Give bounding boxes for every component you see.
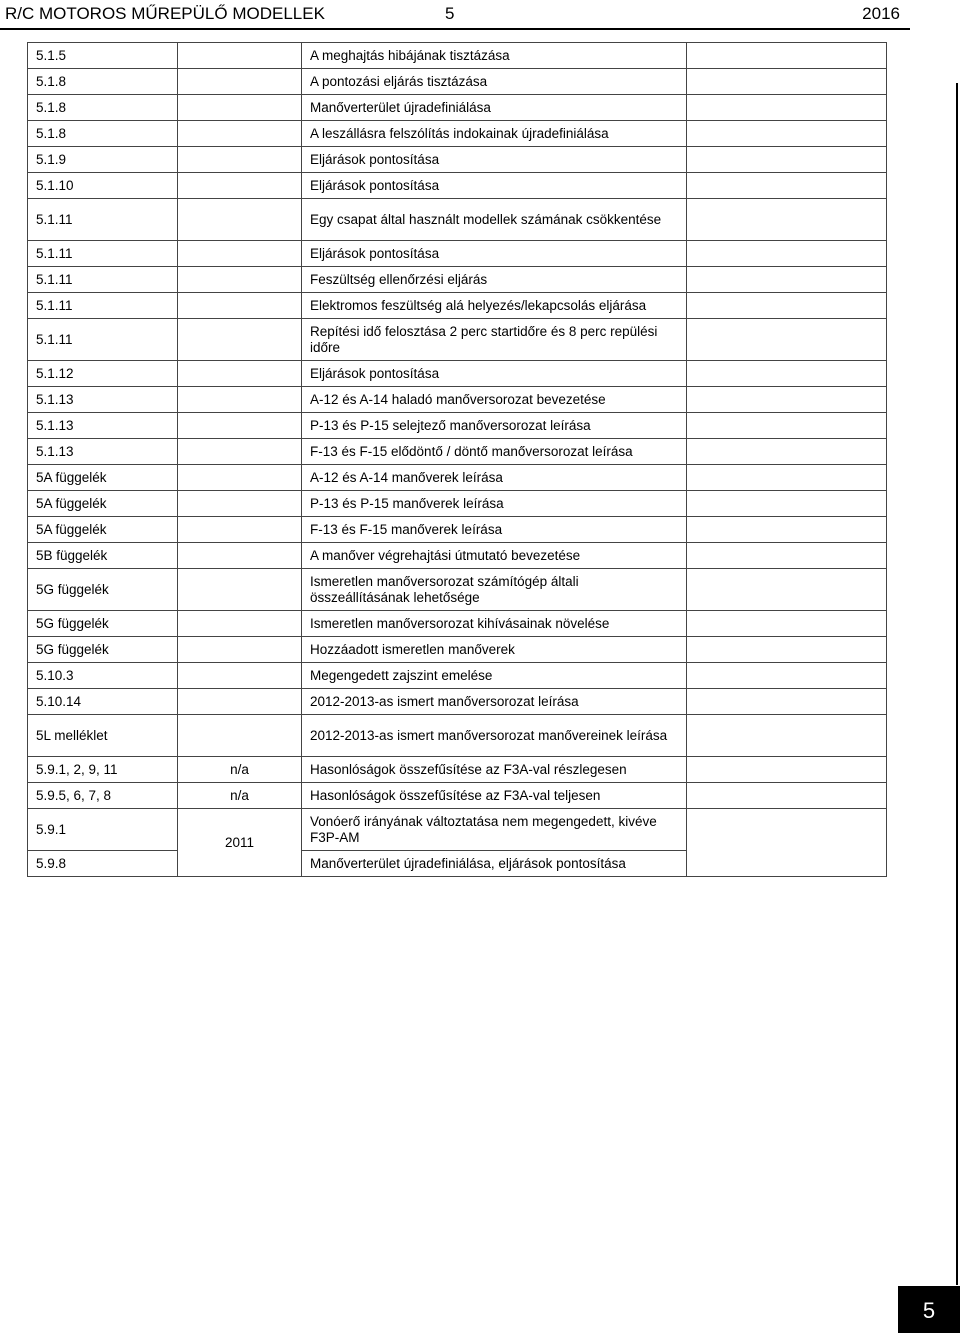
version-cell bbox=[178, 199, 302, 241]
description-cell: Repítési idő felosztása 2 perc startidőre és 8 perc repülési időre bbox=[302, 319, 687, 361]
notes-cell bbox=[687, 173, 887, 199]
header-rule bbox=[0, 28, 910, 30]
description-cell: Eljárások pontosítása bbox=[302, 241, 687, 267]
notes-cell bbox=[687, 569, 887, 611]
description-cell: F-13 és F-15 elődöntő / döntő manőversorozat leírása bbox=[302, 439, 687, 465]
rule-reference-cell: 5G függelék bbox=[28, 611, 178, 637]
description-cell: 2012-2013-as ismert manőversorozat leírása bbox=[302, 689, 687, 715]
rule-reference-cell: 5.9.5, 6, 7, 8 bbox=[28, 783, 178, 809]
version-cell bbox=[178, 491, 302, 517]
rule-reference-cell: 5.1.13 bbox=[28, 413, 178, 439]
rule-reference-cell: 5.1.8 bbox=[28, 95, 178, 121]
notes-cell bbox=[687, 267, 887, 293]
notes-cell bbox=[687, 121, 887, 147]
rule-reference-cell: 5.1.11 bbox=[28, 199, 178, 241]
version-cell bbox=[178, 543, 302, 569]
description-cell: Feszültség ellenőrzési eljárás bbox=[302, 267, 687, 293]
version-cell bbox=[178, 715, 302, 757]
version-cell bbox=[178, 319, 302, 361]
table-row bbox=[28, 715, 887, 757]
notes-cell bbox=[687, 465, 887, 491]
table-row bbox=[28, 543, 887, 569]
table-row bbox=[28, 241, 887, 267]
table-row bbox=[28, 361, 887, 387]
table-row bbox=[28, 43, 887, 69]
description-cell: Eljárások pontosítása bbox=[302, 173, 687, 199]
notes-cell bbox=[687, 757, 887, 783]
table-row bbox=[28, 569, 887, 611]
document-year: 2016 bbox=[862, 4, 900, 23]
notes-cell bbox=[687, 199, 887, 241]
description-cell: Hozzáadott ismeretlen manőverek bbox=[302, 637, 687, 663]
description-cell: A-12 és A-14 manőverek leírása bbox=[302, 465, 687, 491]
table-row bbox=[28, 783, 887, 809]
table-row bbox=[28, 809, 887, 851]
rule-reference-cell: 5A függelék bbox=[28, 465, 178, 491]
notes-cell bbox=[687, 783, 887, 809]
description-cell: Ismeretlen manőversorozat kihívásainak növelése bbox=[302, 611, 687, 637]
table-row bbox=[28, 439, 887, 465]
rule-reference-cell: 5G függelék bbox=[28, 569, 178, 611]
notes-cell bbox=[687, 439, 887, 465]
version-cell bbox=[178, 95, 302, 121]
description-cell: Manőverterület újradefiniálása bbox=[302, 95, 687, 121]
description-cell: Ismeretlen manőversorozat számítógép általi összeállításának lehetősége bbox=[302, 569, 687, 611]
version-cell bbox=[178, 689, 302, 715]
version-cell bbox=[178, 173, 302, 199]
notes-cell bbox=[687, 637, 887, 663]
notes-cell bbox=[687, 147, 887, 173]
notes-cell bbox=[687, 95, 887, 121]
version-cell bbox=[178, 361, 302, 387]
description-cell: Hasonlóságok összefűsítése az F3A-val teljesen bbox=[302, 783, 687, 809]
version-cell bbox=[178, 241, 302, 267]
table-row bbox=[28, 663, 887, 689]
rule-reference-cell: 5.1.11 bbox=[28, 319, 178, 361]
version-cell bbox=[178, 413, 302, 439]
description-cell: Hasonlóságok összefűsítése az F3A-val részlegesen bbox=[302, 757, 687, 783]
description-cell: Manőverterület újradefiniálása, eljárások pontosítása bbox=[302, 851, 687, 877]
table-row bbox=[28, 293, 887, 319]
notes-cell bbox=[687, 361, 887, 387]
table-row bbox=[28, 757, 887, 783]
description-cell: A-12 és A-14 haladó manőversorozat bevezetése bbox=[302, 387, 687, 413]
document-title: R/C MOTOROS MŰREPÜLŐ MODELLEK bbox=[5, 4, 325, 23]
version-cell bbox=[178, 611, 302, 637]
rule-reference-cell: 5G függelék bbox=[28, 637, 178, 663]
rule-reference-cell: 5A függelék bbox=[28, 491, 178, 517]
description-cell: Megengedett zajszint emelése bbox=[302, 663, 687, 689]
description-cell: P-13 és P-15 selejtező manőversorozat leírása bbox=[302, 413, 687, 439]
table-row bbox=[28, 491, 887, 517]
rule-reference-cell: 5.1.13 bbox=[28, 439, 178, 465]
description-cell: Eljárások pontosítása bbox=[302, 147, 687, 173]
rule-reference-cell: 5.9.1, 2, 9, 11 bbox=[28, 757, 178, 783]
version-cell bbox=[178, 569, 302, 611]
rule-reference-cell: 5.9.1 bbox=[28, 809, 178, 851]
version-cell bbox=[178, 267, 302, 293]
table-row bbox=[28, 199, 887, 241]
notes-cell bbox=[687, 43, 887, 69]
description-cell: A meghajtás hibájának tisztázása bbox=[302, 43, 687, 69]
description-cell: P-13 és P-15 manőverek leírása bbox=[302, 491, 687, 517]
notes-cell bbox=[687, 543, 887, 569]
table-row bbox=[28, 319, 887, 361]
version-cell bbox=[178, 121, 302, 147]
page-number-badge bbox=[898, 1286, 960, 1333]
description-cell: 2012-2013-as ismert manőversorozat manővereinek leírása bbox=[302, 715, 687, 757]
table-row bbox=[28, 147, 887, 173]
version-cell bbox=[178, 439, 302, 465]
rule-reference-cell: 5.1.11 bbox=[28, 267, 178, 293]
notes-cell bbox=[687, 663, 887, 689]
rule-reference-cell: 5L melléklet bbox=[28, 715, 178, 757]
table-row bbox=[28, 95, 887, 121]
notes-cell bbox=[687, 809, 887, 877]
notes-cell bbox=[687, 517, 887, 543]
description-cell: Vonóerő irányának változtatása nem megengedett, kivéve F3P-AM bbox=[302, 809, 687, 851]
table-row bbox=[28, 465, 887, 491]
version-cell bbox=[178, 69, 302, 95]
notes-cell bbox=[687, 611, 887, 637]
notes-cell bbox=[687, 69, 887, 95]
notes-cell bbox=[687, 413, 887, 439]
table-row bbox=[28, 387, 887, 413]
notes-cell bbox=[687, 241, 887, 267]
version-cell bbox=[178, 293, 302, 319]
table-row bbox=[28, 637, 887, 663]
version-cell bbox=[178, 663, 302, 689]
rule-reference-cell: 5.1.10 bbox=[28, 173, 178, 199]
rule-reference-cell: 5.1.12 bbox=[28, 361, 178, 387]
rule-reference-cell: 5.1.13 bbox=[28, 387, 178, 413]
notes-cell bbox=[687, 387, 887, 413]
rule-reference-cell: 5.10.3 bbox=[28, 663, 178, 689]
table-row bbox=[28, 121, 887, 147]
rule-reference-cell: 5B függelék bbox=[28, 543, 178, 569]
rule-reference-cell: 5.9.8 bbox=[28, 851, 178, 877]
rule-reference-cell: 5.1.8 bbox=[28, 69, 178, 95]
rule-reference-cell: 5A függelék bbox=[28, 517, 178, 543]
page-number: 5 bbox=[922, 1298, 936, 1323]
notes-cell bbox=[687, 689, 887, 715]
page-header bbox=[0, 0, 960, 28]
chapter-number: 5 bbox=[445, 4, 455, 23]
description-cell: F-13 és F-15 manőverek leírása bbox=[302, 517, 687, 543]
rule-reference-cell: 5.1.9 bbox=[28, 147, 178, 173]
version-cell bbox=[178, 465, 302, 491]
change-log-body bbox=[28, 43, 887, 877]
description-cell: A pontozási eljárás tisztázása bbox=[302, 69, 687, 95]
table-row bbox=[28, 611, 887, 637]
table-row bbox=[28, 413, 887, 439]
table-row bbox=[28, 517, 887, 543]
version-cell bbox=[178, 147, 302, 173]
change-log-table bbox=[27, 42, 887, 877]
version-cell bbox=[178, 517, 302, 543]
notes-cell bbox=[687, 319, 887, 361]
table-row bbox=[28, 689, 887, 715]
description-cell: A manőver végrehajtási útmutató bevezetése bbox=[302, 543, 687, 569]
rule-reference-cell: 5.1.11 bbox=[28, 293, 178, 319]
version-cell bbox=[178, 43, 302, 69]
version-cell: n/a bbox=[178, 783, 302, 809]
notes-cell bbox=[687, 715, 887, 757]
notes-cell bbox=[687, 491, 887, 517]
notes-cell bbox=[687, 293, 887, 319]
rule-reference-cell: 5.1.5 bbox=[28, 43, 178, 69]
table-row bbox=[28, 69, 887, 95]
table-row bbox=[28, 267, 887, 293]
version-cell: 2011 bbox=[178, 809, 302, 877]
version-cell bbox=[178, 387, 302, 413]
description-cell: A leszállásra felszólítás indokainak újradefiniálása bbox=[302, 121, 687, 147]
description-cell: Elektromos feszültség alá helyezés/lekapcsolás eljárása bbox=[302, 293, 687, 319]
table-row bbox=[28, 173, 887, 199]
rule-reference-cell: 5.1.11 bbox=[28, 241, 178, 267]
description-cell: Egy csapat által használt modellek számának csökkentése bbox=[302, 199, 687, 241]
rule-reference-cell: 5.1.8 bbox=[28, 121, 178, 147]
description-cell: Eljárások pontosítása bbox=[302, 361, 687, 387]
margin-rule bbox=[956, 83, 958, 1285]
rule-reference-cell: 5.10.14 bbox=[28, 689, 178, 715]
version-cell: n/a bbox=[178, 757, 302, 783]
version-cell bbox=[178, 637, 302, 663]
